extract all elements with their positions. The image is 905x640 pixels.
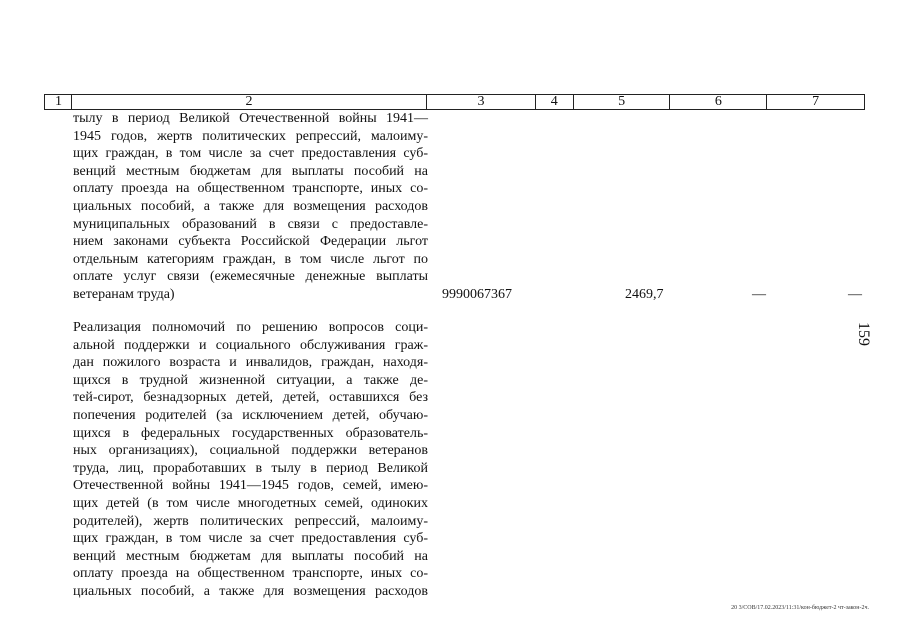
header-col-6: 6 [670,95,767,109]
page-number: 159 [855,322,872,346]
header-col-3: 3 [427,95,536,109]
text-line: венций местным бюджетам для выплаты пособий на [73,548,428,564]
text-line: тылу в период Великой Отечественной войны 1941— [73,111,428,126]
text-line: венций местным бюджетам для выплаты пособий на [73,163,428,179]
text-line: циальных пособий, а также для возмещения расходов [73,198,428,214]
row1-description [73,110,428,304]
header-col-4: 4 [536,95,574,109]
table-header [44,94,865,110]
row1-col6: — [752,287,766,302]
text-line: нием законами субъекта Российской Федерации льгот [73,234,428,250]
text-line: ных организациях), социальной поддержки ветеранов [73,443,428,459]
text-line: родителей), жертв политических репрессий, малоиму- [73,513,428,529]
text-line: Отечественной войны 1941—1945 годов, семей, имею- [73,478,428,494]
row1-col7: — [848,287,862,302]
row1-code: 9990067367 [442,287,512,302]
header-col-5: 5 [574,95,671,109]
text-line: щих детей (в том числе многодетных семей, одиноких [73,495,428,511]
text-line: труда, лиц, проработавших в тылу в период Великой [73,460,428,476]
text-line: 1945 годов, жертв политических репрессий, малоиму- [73,128,428,144]
text-line: тей-сирот, безнадзорных детей, детей, оставшихся без [73,390,428,406]
row2-description [73,319,428,601]
text-line: циальных пособий, а также для возмещения расходов [73,583,428,599]
text-line: альной поддержки и социального обслуживания граж- [73,337,428,353]
row1-amount: 2469,7 [625,287,664,302]
header-col-2: 2 [72,95,427,109]
text-line: оплату проезда на общественном транспорте, иных со- [73,181,428,197]
text-line: щих граждан, в том числе за счет предоставления суб- [73,146,428,162]
text-line: попечения родителей (за исключением детей, обучаю- [73,407,428,423]
document-footer: 20 3/СОВ/17.02.2023/11:31/кон-бюджет-2 чт-закон-2ч. [731,605,869,611]
text-line: щихся в федеральных государственных образователь- [73,425,428,441]
text-line: отдельным категориям граждан, в том числе льгот по [73,251,428,267]
text-line: муниципальных образований в связи с предоставле- [73,216,428,232]
header-col-1: 1 [45,95,72,109]
text-line: оплату проезда на общественном транспорте, иных со- [73,566,428,582]
text-line: Реализация полномочий по решению вопросов соци- [73,320,428,335]
text-line: щих граждан, в том числе за счет предоставления суб- [73,531,428,547]
text-line: оплате услуг связи (ежемесячные денежные выплаты [73,269,428,285]
text-line: щихся в трудной жизненной ситуации, а также де- [73,372,428,388]
text-line: дан пожилого возраста и инвалидов, граждан, находя- [73,355,428,371]
text-line: ветеранам труда) [73,286,175,302]
header-col-7: 7 [812,94,820,109]
